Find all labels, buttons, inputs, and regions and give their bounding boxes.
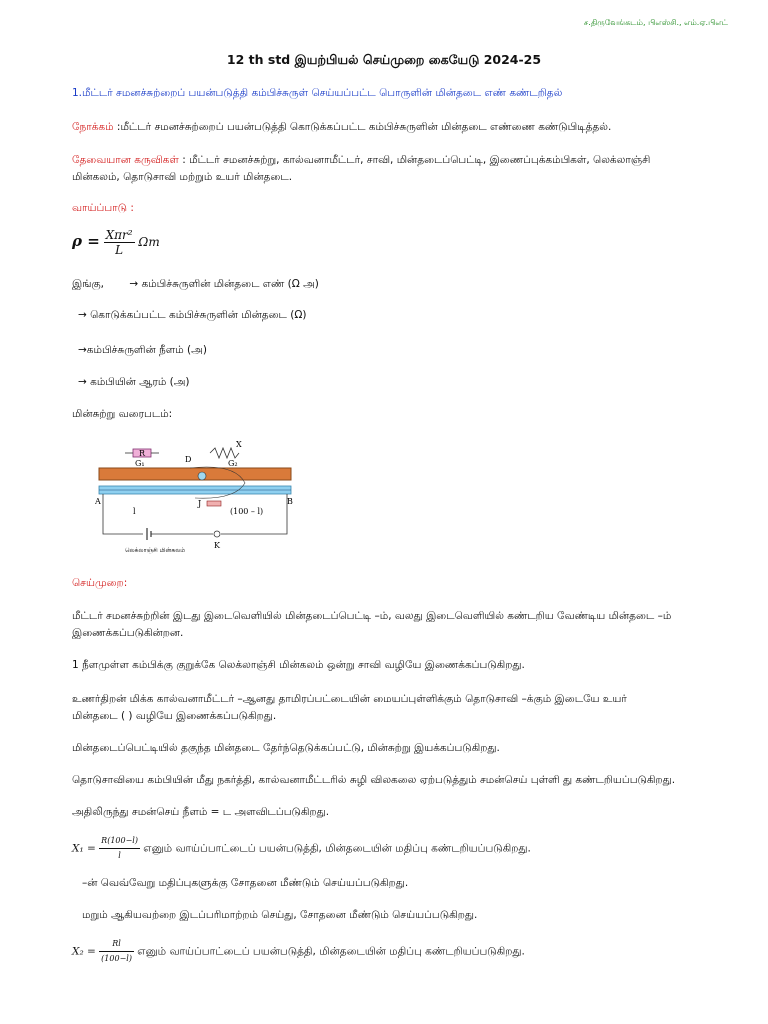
x1-numerator: R(100−l) [99,834,140,849]
experiment-title: 1.மீட்டர் சமனச்சுற்றைப் பயன்படுத்தி கம்பிச்சுருள் செய்யப்பட்ட பொருளின் மின்தடை எண் கண்டறிதல் [72,87,563,99]
definitions-intro: இங்கு, [72,278,105,290]
aim-line [72,120,611,134]
definition-item: →கம்பிச்சுருளின் நீளம் (அ) [78,344,207,356]
formula [72,228,160,257]
procedure-line: மீட்டர் சமனச்சுற்றின் இடது இடைவெளியில் மின்தடைப்பெட்டி –ம், வலது இடைவெளியில் கண்டறிய வேண்டிய மின்தடை –ம் [72,610,672,622]
copper-strip [99,468,291,480]
x2-lhs: X₂ = [72,945,96,958]
label-X: X [236,440,242,449]
label-R: R [138,449,146,458]
page-title: 12 th std இயற்பியல் செய்முறை கையேடு 2024-25 [226,52,542,67]
label-G1: G₁ [135,459,145,468]
high-resistance [207,501,221,506]
procedure-line: அதிலிருந்து சமன்செய் நீளம் = ட அளவிடப்படுகிறது. [72,806,330,818]
definition-row-1 [72,277,319,291]
label-l: l [133,507,136,516]
label-G2: G₂ [228,459,238,468]
procedure-line: மின்தடை ( ) வழியே இணைக்கப்படுகிறது. [72,710,277,722]
procedure-line: 1 நீளமுள்ள கம்பிக்கு குறுக்கே லெக்லாஞ்சி மின்கலம் ஒன்று சாவி வழியே இணைக்கப்படுகிறது. [72,659,525,671]
meter-bridge-svg [95,438,295,556]
apparatus-label: தேவையான கருவிகள் [72,154,179,166]
formula-fraction [104,228,135,257]
label-K: K [214,541,220,550]
label-cell: லெக்லாஞ்சி மின்கலம் [125,547,186,554]
procedure-line: மின்தடைப்பெட்டியில் தகுந்த மின்தடை தேர்ந்தெடுக்கப்பட்டு, மின்சுற்று இயக்கப்படுகிறது. [72,742,500,754]
apparatus-line-1 [72,153,650,167]
formula-label: வாய்ப்பாடு : [72,202,134,214]
label-D: D [185,455,192,464]
circuit-diagram [95,438,295,556]
aim-text: :மீட்டர் சமனச்சுற்றைப் பயன்படுத்தி கொடுக்கப்பட்ட கம்பிச்சுருளின் மின்தடை எண்ணை கண்டுபிடித்தல். [113,121,612,133]
definition-item: → கம்பிச்சுருளின் மின்தடை எண் (Ω அ) [129,278,319,290]
key-K [214,531,220,537]
formula-lhs: ρ = [72,232,100,250]
label-B: B [287,497,293,506]
procedure-line: உணர்திறன் மிக்க கால்வனாமீட்டர் –ஆனது தாமிரப்பட்டையின் மையப்புள்ளிக்கும் தொடுசாவி –க்கும் இடையே உயர் [72,693,627,705]
procedure-label: செய்முறை: [72,577,128,589]
apparatus-line-2: மின்கலம், தொடுசாவி மற்றும் உயர் மின்தடை. [72,171,293,183]
procedure-repeat-1: –ன் வெவ்வேறு மதிப்புகளுக்கு சோதனை மீண்டும் செய்யப்படுகிறது. [82,877,409,889]
apparatus-text-1: : மீட்டர் சமனச்சுற்று, கால்வனாமீட்டர், சாவி, மின்தடைப்பெட்டி, இணைப்புக்கம்பிகள், லெக்லாஞ்சி [178,154,651,166]
unknown-resistor [210,448,239,458]
x2-numerator: Rl [99,937,134,952]
x1-text: எனும் வாய்ப்பாட்டைப் பயன்படுத்தி, மின்தடையின் மதிப்பு கண்டறியப்படுகிறது. [139,842,531,855]
label-J: J [198,499,202,508]
procedure-repeat-2: மறும் ஆகியவற்றை இடப்பரிமாற்றம் செய்து, சோதனை மீண்டும் செய்யப்படுகிறது. [82,909,478,921]
label-l2: (100 – l) [230,507,264,516]
aim-label: நோக்கம் [72,121,114,133]
circuit-label: மின்சுற்று வரைபடம்: [72,408,173,420]
x2-text: எனும் வாய்ப்பாட்டைப் பயன்படுத்தி, மின்தடையின் மதிப்பு கண்டறியப்படுகிறது. [133,945,525,958]
procedure-line: தொடுசாவியை கம்பியின் மீது நகர்த்தி, கால்வனாமீட்டரில் சுழி விலகலை ஏற்படுத்தும் சமன்செய் புள்ளி து கண்டறியப்படுகிறது. [72,774,676,786]
formula-numerator: Xπr² [105,228,133,242]
author-credit: ச.திருவேங்கடம், பிஎஸ்சி., எம்.ஏ.பிஎட் [583,18,728,27]
galvanometer [198,472,206,480]
x2-denominator: (100−l) [101,954,132,963]
x1-formula-line [72,834,531,863]
x1-fraction [99,834,140,863]
x2-formula-line [72,937,525,966]
formula-denominator: L [115,243,124,257]
procedure-line: இணைக்கப்படுகின்றன. [72,627,184,639]
x2-fraction [99,937,134,966]
definition-item: → கம்பியின் ஆரம் (அ) [78,376,190,388]
formula-unit: Ωm [138,235,160,249]
x1-denominator: l [118,851,121,860]
label-A: A [95,497,101,506]
definition-item: → கொடுக்கப்பட்ட கம்பிச்சுருளின் மின்தடை (Ω) [78,309,307,321]
x1-lhs: X₁ = [72,842,96,855]
